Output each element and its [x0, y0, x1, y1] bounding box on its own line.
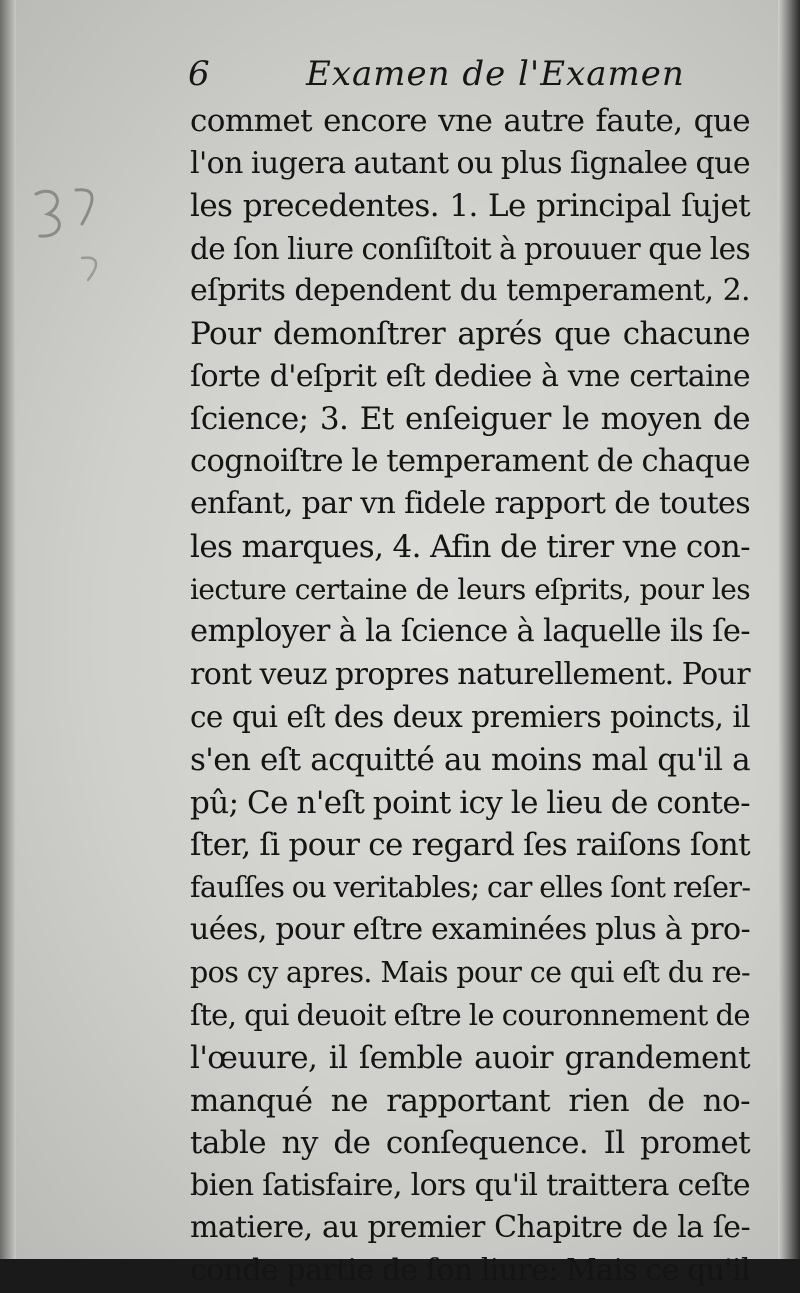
text-line: cognoiſtre le temperament de chaque: [190, 443, 750, 479]
text-line: ce qui eſt des deux premiers poincts, il: [190, 700, 750, 735]
text-line: pû; Ce n'eſt point icy le lieu de conte-: [190, 784, 750, 821]
text-line: les precedentes. 1. Le principal ſujet: [190, 188, 750, 225]
text-line: pos cy apres. Mais pour ce qui eſt du re-: [190, 955, 750, 989]
text-line: ront veuz propres naturellement. Pour: [190, 656, 750, 692]
page-edge: [778, 0, 800, 1259]
text-line: bien ſatisfaire, lors qu'il traittera ceſte: [190, 1167, 750, 1203]
text-line: conde partie de ſon liure: Mais ce qu'il: [190, 1253, 750, 1289]
text-line: enfant, par vn fidele rapport de toutes: [190, 486, 750, 522]
text-line: les marques, 4. Afin de tirer vne con-: [190, 528, 750, 565]
text-line: iecture certaine de leurs eſprits, pour les: [190, 572, 750, 606]
text-line: l'œuure, il ſemble auoir grandement: [190, 1040, 750, 1077]
text-line: l'on iugera autant ou plus ſignalee que: [190, 145, 750, 181]
text-line: Pour demonſtrer aprés que chacune: [190, 315, 750, 352]
text-line: employer à la ſcience à laquelle ils ſe-: [190, 614, 750, 650]
text-line: table ny de conſequence. Il promet: [190, 1125, 750, 1162]
gutter-shadow: [0, 0, 16, 1259]
text-line: ſte, qui deuoit eſtre le couronnement de: [190, 998, 750, 1033]
text-line: ſter, ſi pour ce regard ſes raiſons ſont: [190, 827, 750, 864]
body-text: [190, 100, 750, 1293]
text-line: ſorte d'eſprit eſt dediee à vne certaine: [190, 358, 750, 394]
text-line: ſcience; 3. Et enſeiguer le moyen de: [190, 401, 750, 438]
text-line: manqué ne rapportant rien de no-: [190, 1082, 750, 1119]
page-number: 6: [188, 54, 210, 94]
text-line: s'en eſt acquitté au moins mal qu'il a: [190, 741, 750, 778]
text-line: fauſſes ou veritables; car elles ſont reſer-: [190, 870, 751, 904]
text-line: commet encore vne autre faute, que: [190, 103, 750, 139]
handwritten-margin-mark: [22, 180, 112, 300]
text-line: uées, pour eſtre examinées plus à pro-: [190, 912, 750, 948]
running-title: Examen de l'Examen: [306, 54, 685, 94]
running-header: [188, 54, 748, 98]
text-line: eſprits dependent du temperament, 2.: [190, 273, 750, 309]
text-line: de ſon liure conſiſtoit à prouuer que les: [190, 231, 750, 266]
text-line: matiere, au premier Chapitre de la ſe-: [190, 1210, 750, 1246]
